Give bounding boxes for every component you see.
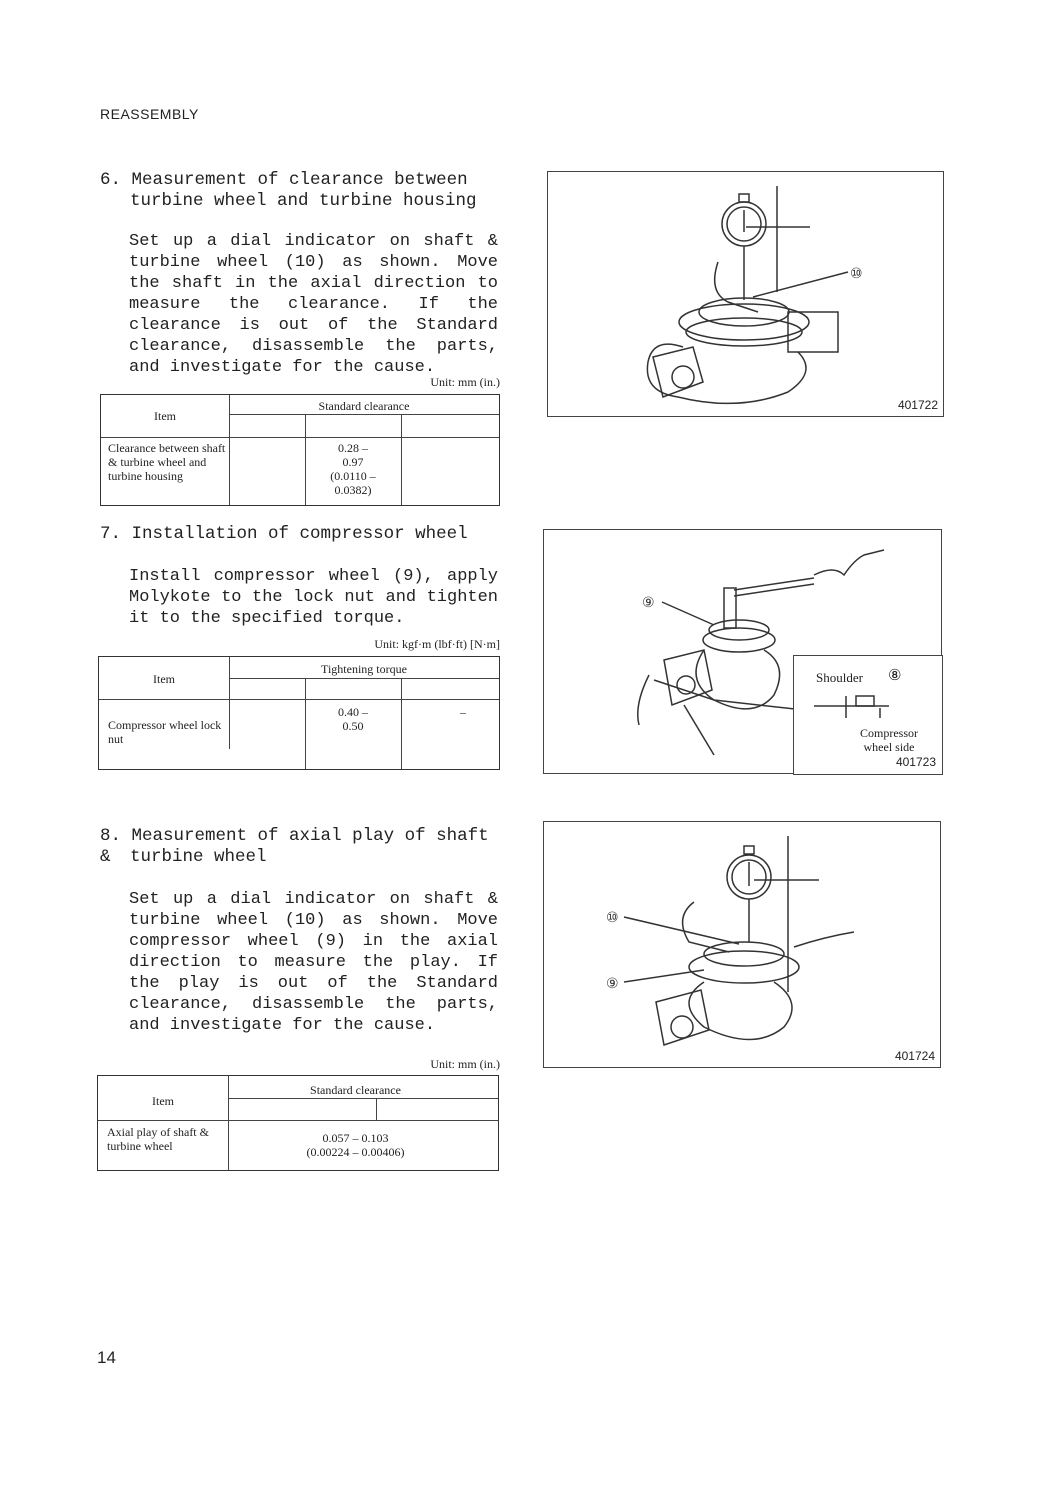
section-6-body: Set up a dial indicator on shaft & turbine wheel (10) as shown. Move the shaft in the axial direction to measure the clearance. If the clearance is out of the Standard clearance, disassemble the parts, and investigate for the cause. xyxy=(129,232,498,377)
col-value-header: Standard clearance xyxy=(310,1083,401,1097)
figure-number: 401724 xyxy=(894,1049,935,1063)
row-label: Compressor wheel lock nut xyxy=(108,718,222,746)
section-8-unit: Unit: mm (in.) xyxy=(430,1057,500,1071)
callout-9: ⑨ xyxy=(606,976,619,992)
section-number: 7. xyxy=(100,524,122,544)
section-number: 6. xyxy=(100,170,122,190)
shoulder-diagram xyxy=(814,688,894,728)
callout-10: ⑩ xyxy=(606,910,619,926)
section-6-table xyxy=(100,394,500,506)
section-6-unit: Unit: mm (in.) xyxy=(430,375,500,389)
section-7-table xyxy=(98,656,500,770)
section-title-line1: Installation of compressor wheel xyxy=(131,524,468,544)
section-8-table xyxy=(97,1075,499,1171)
row-value: 0.28 – 0.97 (0.0110 – 0.0382) xyxy=(330,441,376,497)
section-8-body: Set up a dial indicator on shaft & turbine wheel (10) as shown. Move compressor wheel (9) in the axial direction to measure the play. If the play is out of the Standard clearance, disassemble the parts, and investigate for the cause. xyxy=(129,890,498,1035)
inset-callout-8: ⑧ xyxy=(888,666,902,684)
section-6-heading xyxy=(100,170,500,191)
col-item-header: Item xyxy=(153,672,175,686)
row-value: 0.057 – 0.103 (0.00224 – 0.00406) xyxy=(306,1131,405,1159)
figure-401724 xyxy=(543,821,941,1068)
page-number: 14 xyxy=(97,1348,116,1367)
section-7-body: Install compressor wheel (9), apply Molykote to the lock nut and tighten it to the specified torque. xyxy=(129,567,498,628)
row-label: Clearance between shaft & turbine wheel and turbine housing xyxy=(108,441,226,483)
dial-indicator-turbine-illustration xyxy=(548,172,943,416)
figure-number: 401722 xyxy=(897,398,938,412)
section-7-heading xyxy=(100,524,500,545)
section-title-line1: Measurement of clearance between xyxy=(131,170,468,190)
axial-play-measurement-illustration xyxy=(544,822,940,1067)
col-value-header: Standard clearance xyxy=(318,399,410,413)
figure-number: 401723 xyxy=(895,755,936,769)
row-value: 0.40 – 0.50 xyxy=(338,705,368,733)
row-dash: – xyxy=(460,705,466,719)
col-item-header: Item xyxy=(152,1094,174,1108)
inset-shoulder-label: Shoulder xyxy=(816,670,863,685)
inset-caption: Compressor wheel side xyxy=(860,726,918,754)
col-value-header: Tightening torque xyxy=(321,662,407,676)
section-6-heading-line2: turbine wheel and turbine housing xyxy=(130,191,477,211)
callout-9: ⑨ xyxy=(642,595,655,611)
page-header: REASSEMBLY xyxy=(100,106,199,122)
section-7-unit: Unit: kgf·m (lbf·ft) [N·m] xyxy=(374,637,500,651)
section-8-heading-line2: turbine wheel xyxy=(130,847,267,867)
col-item-header: Item xyxy=(154,409,176,423)
callout-10: ⑩ xyxy=(850,266,863,282)
row-label: Axial play of shaft & turbine wheel xyxy=(107,1125,209,1153)
figure-401723 xyxy=(543,529,942,774)
figure-401722 xyxy=(547,171,944,417)
section-number: 8. xyxy=(100,826,122,846)
section-title-line1: Measurement of axial play of shaft & xyxy=(100,826,489,867)
